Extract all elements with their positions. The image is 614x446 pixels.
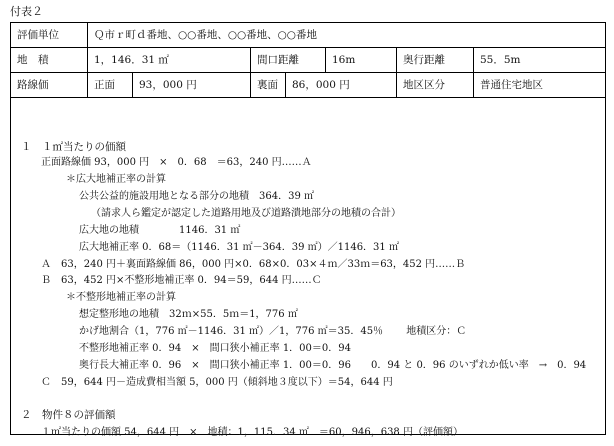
calc-line: 公共公益的施設用地となる部分の地積 364．39 ㎡ <box>79 191 314 202</box>
back-label: 裏面 <box>251 73 286 97</box>
table-row-route-price <box>11 73 605 98</box>
calc-line: かげ地割合（1，776 ㎡－1146．31 ㎡）／1，776 ㎡＝35．45％ 地積区分：Ｃ <box>79 326 467 337</box>
table-row-area <box>11 48 605 73</box>
unit-label: 評価単位 <box>11 23 88 47</box>
frontage-label: 間口距離 <box>251 48 326 72</box>
calc-line: （請求人ら鑑定が認定した道路用地及び道路潰地部分の地積の合計） <box>91 208 401 219</box>
depth-value: 55．5m <box>480 54 521 66</box>
depth-label: 奥行距離 <box>397 48 474 72</box>
calc-line: Ｂ 63，452 円×不整形地補正率 0．94＝59，644 円……Ｃ <box>41 275 322 286</box>
calc-line: ＊不整形地補正率の計算 <box>66 292 176 303</box>
zone-value: 普通住宅地区 <box>480 79 543 91</box>
calc-line: 想定整形地の地積 32ｍ×55．5ｍ＝1，776 ㎡ <box>79 309 298 320</box>
calc-line: 広大地の地積 1146．31 ㎡ <box>79 225 241 236</box>
calc-line: Ｃ 59，644 円－造成費相当額 5，000 円（傾斜地３度以下）＝54，644 円 <box>41 377 393 388</box>
zone-label: 地区区分 <box>397 73 474 97</box>
front-value: 93，000 円 <box>133 73 251 97</box>
calc-line: 正面路線価 93，000 円 × 0．68 ＝63，240 円……Ａ <box>41 157 312 168</box>
table-row-unit <box>11 23 605 48</box>
valuation-table <box>10 22 606 438</box>
calc-line: 不整形地補正率 0．94 × 間口狭小補正率 1．00＝0．94 <box>79 343 351 354</box>
section-heading-unit-price: １ １㎡当たりの価額 <box>21 141 126 153</box>
area-label: 地 積 <box>11 48 88 72</box>
back-value: 86，000 円 <box>286 73 397 97</box>
calc-line: ＊広大地補正率の計算 <box>66 174 166 185</box>
calc-line: 奥行長大補正率 0．96 × 間口狭小補正率 1．00＝0．96 0．94 と 0．96 のいずれか低い率 → 0．94 <box>79 360 587 371</box>
section-heading-property-value: ２ 物件８の評価額 <box>21 409 116 421</box>
calc-line: 広大地補正率 0．68＝（1146．31 ㎡－364．39 ㎡）／1146．31 ㎡ <box>79 242 399 253</box>
appendix-label: 付表２ <box>10 5 43 18</box>
calc-line: １㎡当たりの価額 54，644 円 × 地積：1，115．34 ㎡ ＝60，946，638 円（評価額） <box>41 427 463 438</box>
frontage-value: 16m <box>326 48 397 72</box>
calculation-section <box>11 98 605 438</box>
route-price-label: 路線価 <box>11 73 88 97</box>
front-label: 正面 <box>88 73 133 97</box>
area-value: 1，146．31 ㎡ <box>88 48 251 72</box>
calc-line: Ａ 63，240 円＋裏面路線価 86，000 円×0．68×0．03×４ｍ／33ｍ＝63，452 円……Ｂ <box>41 259 466 270</box>
unit-value: Ｑ市ｒ町ｄ番地、○○番地、○○番地、○○番地 <box>94 29 317 41</box>
